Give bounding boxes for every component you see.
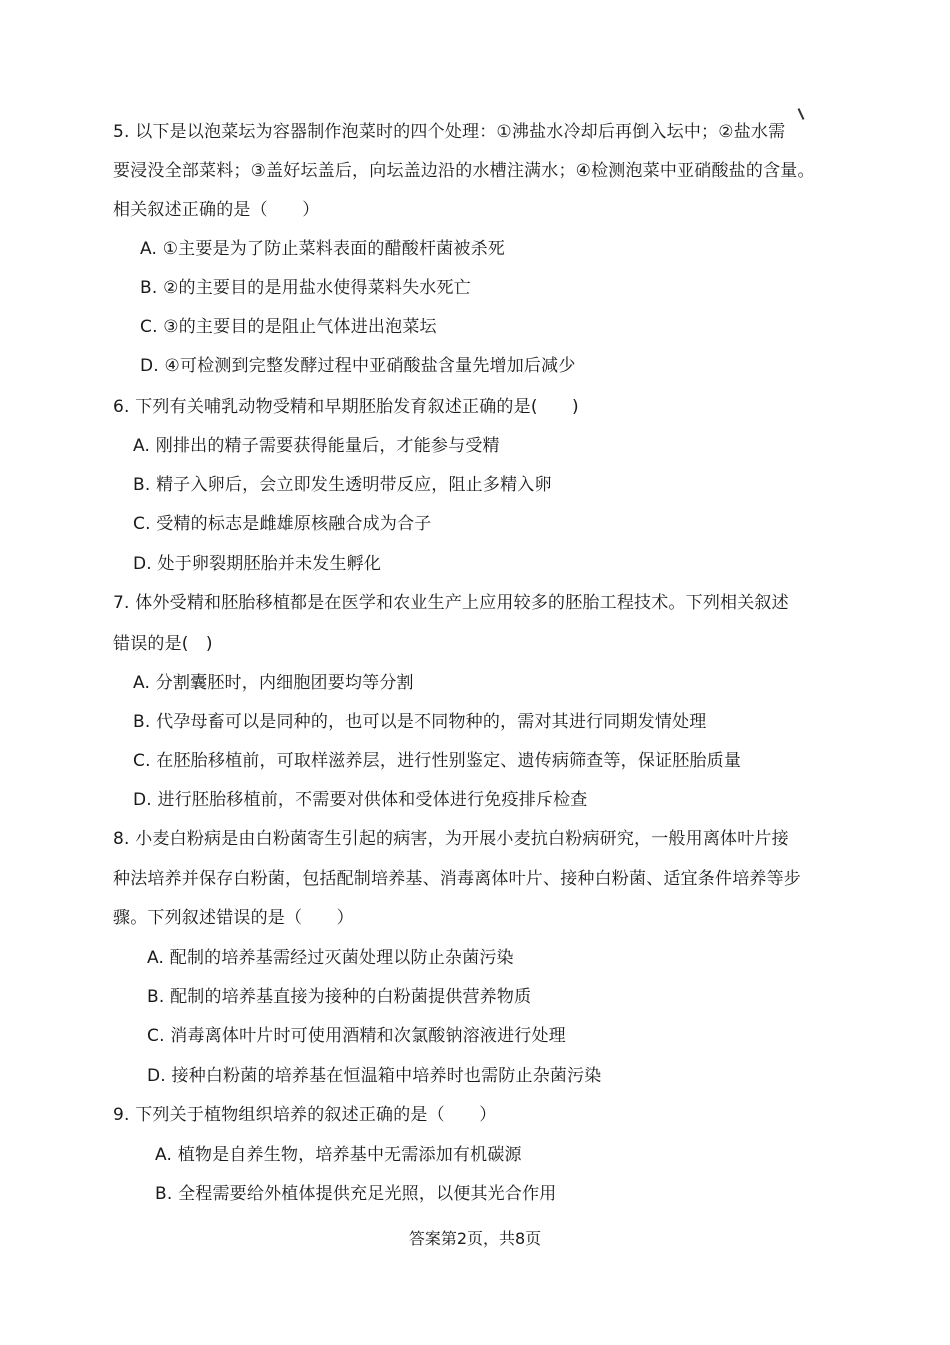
q5-stem-line-2: 要浸没全部菜料；③盖好坛盖后，向坛盖边沿的水槽注满水；④检测泡菜中亚硝酸盐的含量。 — [113, 161, 815, 181]
q7-option-b: B. 代孕母畜可以是同种的，也可以是不同物种的，需对其进行同期发情处理 — [133, 712, 707, 732]
q6-option-b: B. 精子入卵后，会立即发生透明带反应，阻止多精入卵 — [133, 475, 552, 495]
q6-option-c: C. 受精的标志是雌雄原核融合成为合子 — [133, 514, 432, 534]
q5-option-c: C. ③的主要目的是阻止气体进出泡菜坛 — [140, 317, 437, 337]
q8-stem-line-3: 骤。下列叙述错误的是（ ） — [113, 908, 354, 928]
q8-option-a: A. 配制的培养基需经过灭菌处理以防止杂菌污染 — [147, 948, 514, 968]
pen-mark — [798, 108, 805, 120]
q9-option-b: B. 全程需要给外植体提供充足光照，以便其光合作用 — [155, 1184, 557, 1204]
q5-stem-line-3: 相关叙述正确的是（ ） — [113, 200, 320, 220]
q7-option-d: D. 进行胚胎移植前，不需要对供体和受体进行免疫排斥检查 — [133, 790, 588, 810]
q7-option-a: A. 分割囊胚时，内细胞团要均等分割 — [133, 673, 414, 693]
q8-option-b: B. 配制的培养基直接为接种的白粉菌提供营养物质 — [147, 987, 532, 1007]
q7-stem-line-1: 7. 体外受精和胚胎移植都是在医学和农业生产上应用较多的胚胎工程技术。下列相关叙述 — [113, 593, 789, 613]
q5-stem-line-1: 5. 以下是以泡菜坛为容器制作泡菜时的四个处理：①沸盐水冷却后再倒入坛中；②盐水需 — [113, 122, 786, 142]
page-footer: 答案第2页，共8页 — [408, 1229, 542, 1248]
q5-option-d: D. ④可检测到完整发酵过程中亚硝酸盐含量先增加后减少 — [140, 356, 576, 376]
q5-option-a: A. ①主要是为了防止菜料表面的醋酸杆菌被杀死 — [140, 239, 505, 259]
q6-option-d: D. 处于卵裂期胚胎并未发生孵化 — [133, 554, 382, 574]
q9-option-a: A. 植物是自养生物，培养基中无需添加有机碳源 — [155, 1145, 522, 1165]
q8-stem-line-1: 8. 小麦白粉病是由白粉菌寄生引起的病害，为开展小麦抗白粉病研究，一般用离体叶片接 — [113, 829, 789, 849]
q8-option-d: D. 接种白粉菌的培养基在恒温箱中培养时也需防止杂菌污染 — [147, 1066, 602, 1086]
q8-stem-line-2: 种法培养并保存白粉菌，包括配制培养基、消毒离体叶片、接种白粉菌、适宜条件培养等步 — [113, 869, 801, 889]
q8-option-c: C. 消毒离体叶片时可使用酒精和次氯酸钠溶液进行处理 — [147, 1026, 566, 1046]
q6-stem-line-1: 6. 下列有关哺乳动物受精和早期胚胎发育叙述正确的是( ) — [113, 397, 579, 417]
q9-stem-line-1: 9. 下列关于植物组织培养的叙述正确的是（ ） — [113, 1105, 497, 1125]
q7-stem-line-2: 错误的是( ) — [113, 634, 213, 654]
q6-option-a: A. 刚排出的精子需要获得能量后，才能参与受精 — [133, 436, 500, 456]
q7-option-c: C. 在胚胎移植前，可取样滋养层，进行性别鉴定、遗传病筛查等，保证胚胎质量 — [133, 751, 742, 771]
q5-option-b: B. ②的主要目的是用盐水使得菜料失水死亡 — [140, 278, 471, 298]
